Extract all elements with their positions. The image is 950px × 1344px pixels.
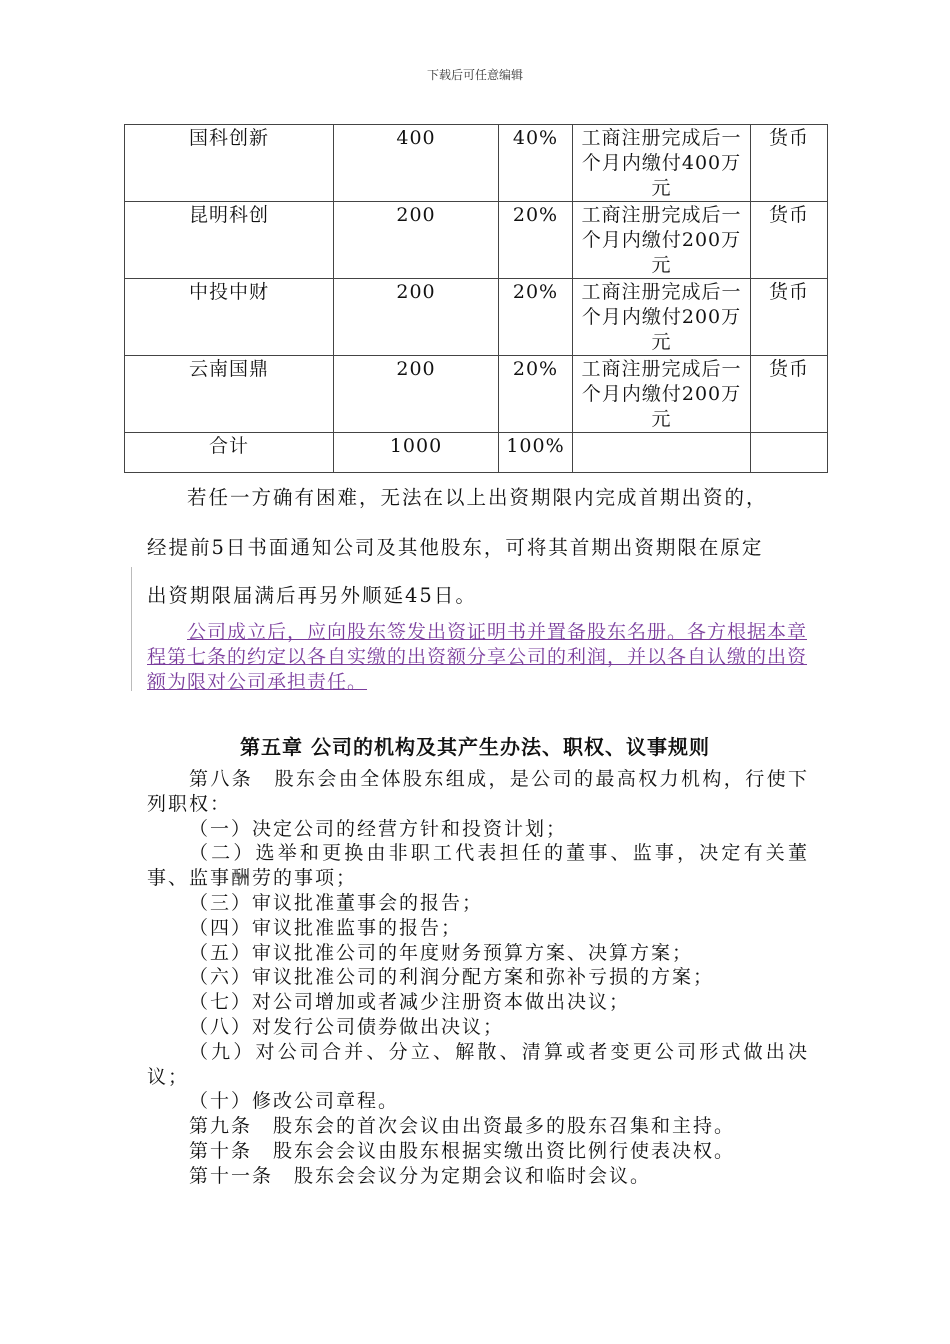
- article-8-intro: 第八条 股东会由全体股东组成，是公司的最高权力机构，行使下列职权：: [147, 768, 809, 815]
- revision-paragraph: [147, 620, 809, 695]
- power-item: （五）审议批准公司的年度财务预算方案、决算方案；: [189, 941, 694, 964]
- power-item: （一）决定公司的经营方针和投资计划；: [189, 817, 568, 840]
- total-cell-amount: 1000: [334, 433, 499, 473]
- table-cell-ratio: 20%: [499, 356, 573, 433]
- total-cell-name: 合计: [125, 433, 334, 473]
- table-cell-method: 货币: [751, 279, 828, 356]
- table-cell-amount: 200: [334, 356, 499, 433]
- article-8-items: [147, 817, 809, 1115]
- table-cell-method: 货币: [751, 202, 828, 279]
- power-item: （十）修改公司章程。: [189, 1090, 400, 1113]
- table-cell-name: 云南国鼎: [125, 356, 334, 433]
- table-row: [125, 202, 828, 279]
- extension-line-2: 经提前5日书面通知公司及其他股东，可将其首期出资期限在原定: [147, 536, 764, 559]
- table-cell-amount: 200: [334, 279, 499, 356]
- total-cell-ratio: 100%: [499, 433, 573, 473]
- revision-bar: [131, 567, 132, 691]
- table-row: [125, 125, 828, 202]
- power-item: （六）审议批准公司的利润分配方案和弥补亏损的方案；: [189, 966, 715, 989]
- table-cell-timeline: 工商注册完成后一个月内缴付200万元: [573, 279, 751, 356]
- table-cell-name: 中投中财: [125, 279, 334, 356]
- table-cell-ratio: 20%: [499, 279, 573, 356]
- power-item: （七）对公司增加或者减少注册资本做出决议；: [189, 991, 631, 1014]
- extension-line-3: 出资期限届满后再另外顺延45日。: [147, 584, 477, 607]
- chapter-title: 第五章 公司的机构及其产生办法、职权、议事规则: [240, 735, 710, 759]
- table-cell-amount: 400: [334, 125, 499, 202]
- total-cell-timeline: [573, 433, 751, 473]
- table-body: [125, 125, 828, 473]
- table-cell-timeline: 工商注册完成后一个月内缴付200万元: [573, 356, 751, 433]
- table-cell-ratio: 40%: [499, 125, 573, 202]
- page-header: 下载后可任意编辑: [426, 68, 523, 82]
- article-11: 第十一条 股东会会议分为定期会议和临时会议。: [189, 1164, 652, 1187]
- capital-contribution-table: [124, 124, 828, 473]
- table-cell-ratio: 20%: [499, 202, 573, 279]
- article-10: 第十条 股东会会议由股东根据实缴出资比例行使表决权。: [189, 1139, 736, 1162]
- power-item: （四）审议批准监事的报告；: [189, 916, 463, 939]
- total-cell-method: [751, 433, 828, 473]
- table-cell-timeline: 工商注册完成后一个月内缴付400万元: [573, 125, 751, 202]
- revision-text: 公司成立后，应向股东签发出资证明书并置备股东名册。各方根据本章程第七条的约定以各自实缴的出资额分享公司的利润，并以各自认缴的出资额为限对公司承担责任。: [147, 621, 808, 693]
- table-cell-name: 国科创新: [125, 125, 334, 202]
- table-row: [125, 356, 828, 433]
- table-cell-timeline: 工商注册完成后一个月内缴付200万元: [573, 202, 751, 279]
- table-row: [125, 279, 828, 356]
- table-total-row: [125, 433, 828, 473]
- table-cell-method: 货币: [751, 125, 828, 202]
- table-cell-amount: 200: [334, 202, 499, 279]
- table-cell-name: 昆明科创: [125, 202, 334, 279]
- article-body: [147, 767, 809, 1189]
- power-item: （三）审议批准董事会的报告；: [189, 891, 484, 914]
- power-item: （八）对发行公司债券做出决议；: [189, 1015, 505, 1038]
- power-item: （二）选举和更换由非职工代表担任的董事、监事，决定有关董事、监事酬劳的事项；: [147, 842, 809, 890]
- power-item: （九）对公司合并、分立、解散、清算或者变更公司形式做出决议；: [147, 1040, 809, 1088]
- extension-line-1: 若任一方确有困难，无法在以上出资期限内完成首期出资的，: [187, 486, 768, 509]
- table-cell-method: 货币: [751, 356, 828, 433]
- article-9: 第九条 股东会的首次会议由出资最多的股东召集和主持。: [189, 1115, 736, 1138]
